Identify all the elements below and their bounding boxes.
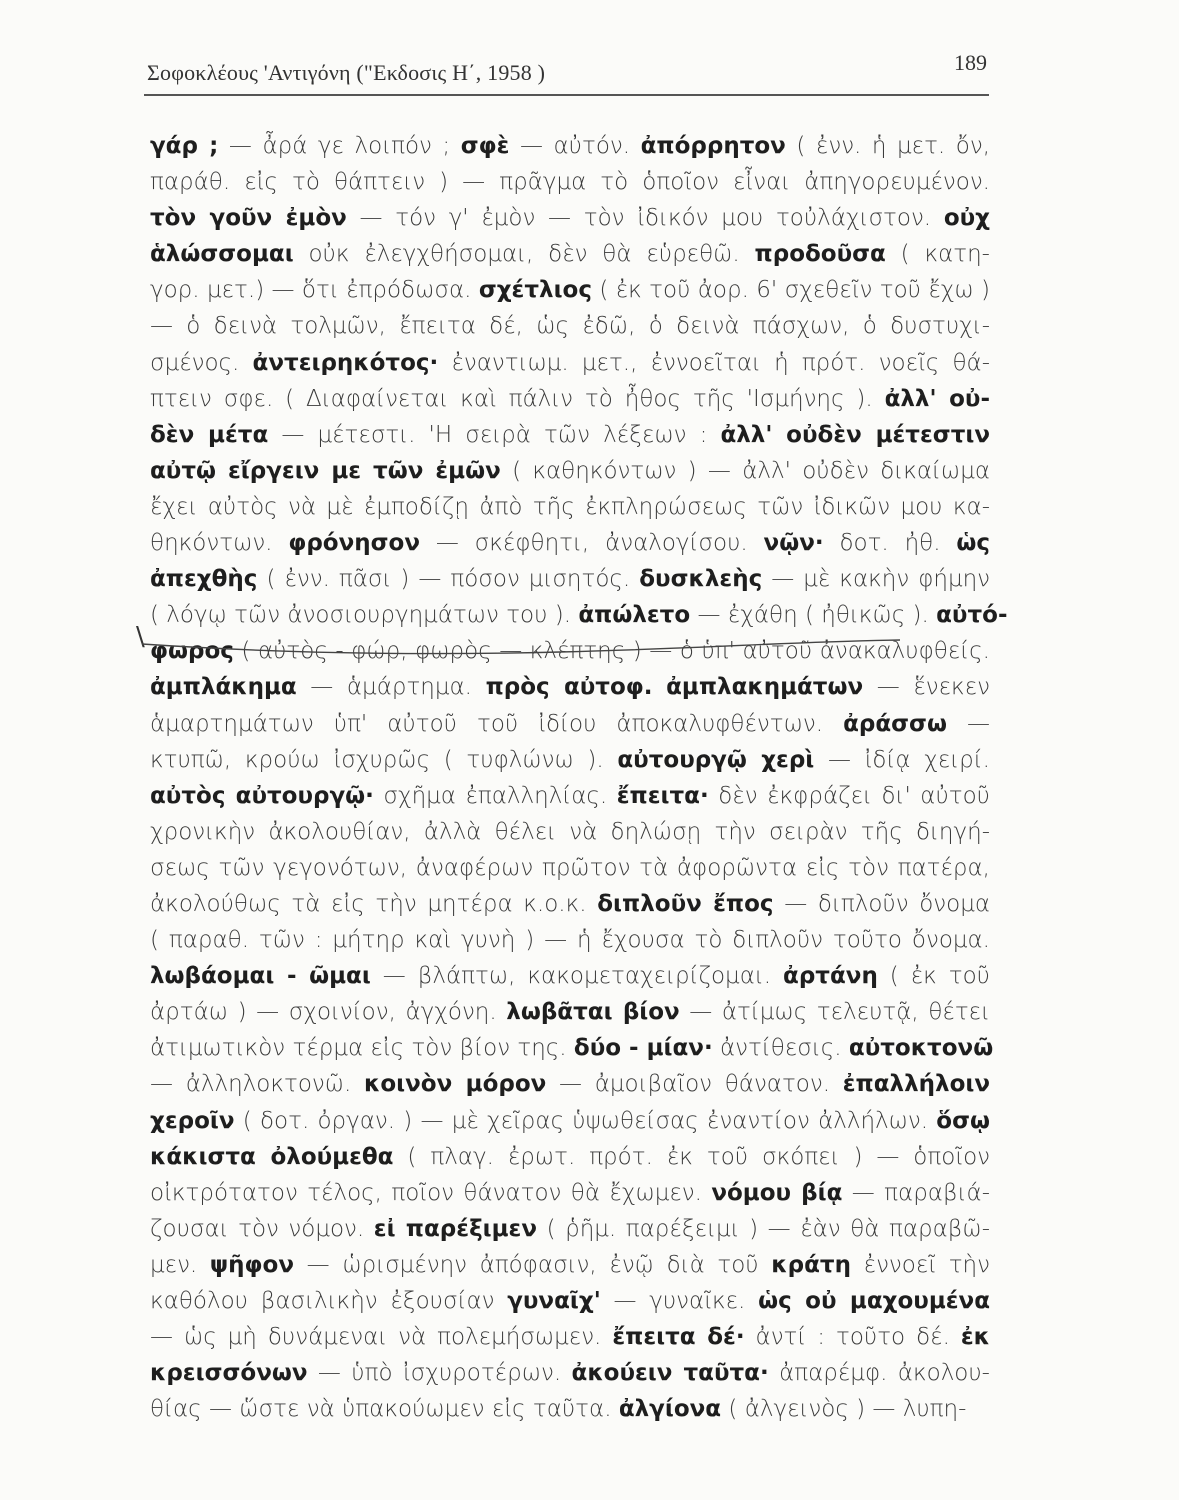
lemma-term: ἔπειτα· [616, 782, 709, 809]
text-line: — ὡς μὴ δυνάμεναι νὰ πολεμήσωμεν. ἔπειτα δέ· ἀντί : τοῦτο δέ. ἐκ [150, 1324, 991, 1351]
text-line: οἰκτρότατον τέλος, ποῖον θάνατον θὰ ἔχωμεν. νόμου βίᾳ — παραβιά- [150, 1179, 990, 1206]
text-line: λωβάομαι - ῶμαι — βλάπτω, κακομεταχειρίζομαι. ἀρτάνη ( ἐκ τοῦ [150, 963, 990, 990]
text-line: καθόλου βασιλικὴν ἐξουσίαν γυναῖχ' — γυναῖκε. ὡς οὐ μαχουμένα [150, 1288, 991, 1314]
lemma-term: δὲν μέτα [150, 421, 269, 448]
lemma-term: λωβάομαι - ῶμαι [150, 963, 371, 990]
text-line: σμένος. ἀντειρηκότος· ἐναντιωμ. μετ., ἐννοεῖται ἡ πρότ. νοεῖς θά- [150, 349, 990, 376]
lemma-term: κοινὸν μόρον [364, 1071, 547, 1098]
text-line: ἀρτάω ) — σχοινίον, ἀγχόνη. λωβᾶται βίον — ἀτίμως τελευτᾷ, θέτει [150, 999, 991, 1026]
lemma-term: κράτη [771, 1251, 851, 1278]
text-line: δὲν μέτα — μέτεστι. 'Η σειρὰ τῶν λέξεων : ἀλλ' οὐδὲν μέτεστιν [150, 421, 991, 448]
text-line: ἁλώσσομαι οὐκ ἐλεγχθήσομαι, δὲν θὰ εὑρεθῶ. προδοῦσα ( κατη- [150, 241, 990, 268]
lemma-term: πρὸς αὐτοφ. [485, 674, 653, 701]
lemma-term: ἀντειρηκότος· [252, 349, 439, 376]
text-line: τὸν γοῦν ἐμὸν — τόν γ' ἐμὸν — τὸν ἰδικόν μου τοὐλάχιστον. οὐχ [150, 205, 990, 232]
text-line: γορ. μετ.) — ὅτι ἐπρόδωσα. σχέτλιος ( ἐκ τοῦ ἀορ. 6' σχεθεῖν τοῦ ἔχω ) [150, 277, 990, 304]
lemma-term: γάρ ; [150, 133, 219, 159]
lemma-term: αὐτὸς αὐτουργῷ· [150, 782, 374, 809]
text-line: — ὁ δεινὰ τολμῶν, ἔπειτα δέ, ὡς ἐδῶ, ὁ δεινὰ πάσχων, ὁ δυστυχι- [150, 313, 990, 340]
lemma-term: αὐτό- [936, 602, 1008, 629]
lemma-term: ἀπεχθὴς [150, 566, 258, 593]
lemma-term: εἰ παρέξιμεν [373, 1215, 538, 1242]
text-line: ( παραθ. τῶν : μήτηρ καὶ γυνὴ ) — ἡ ἔχουσα τὸ διπλοῦν τοῦτο ὄνομα. [150, 927, 990, 954]
lemma-term: ἀπόρρητον [640, 133, 786, 159]
text-line: κτυπῶ, κρούω ἰσχυρῶς ( τυφλώνω ). αὐτουργῷ χερὶ — ἰδίᾳ χειρί. [150, 746, 990, 773]
lemma-term: αὐτουργῷ χερὶ [617, 746, 815, 773]
text-line: αὐτῷ εἴργειν με τῶν ἐμῶν ( καθηκόντων ) — ἀλλ' οὐδὲν δικαίωμα [150, 457, 990, 484]
text-line: πτειν σφε. ( Διαφαίνεται καὶ πάλιν τὸ ἦθος τῆς 'Ισμήνης ). ἀλλ' οὐ- [150, 385, 991, 412]
text-line: κρεισσόνων — ὑπὸ ἰσχυροτέρων. ἀκούειν ταῦτα· ἀπαρέμφ. ἀκολου- [150, 1360, 990, 1387]
lemma-term: φωρος [150, 638, 234, 665]
margin-pen-mark: \ [136, 622, 145, 652]
lemma-term: κρεισσόνων [150, 1360, 308, 1387]
text-line: σεως τῶν γεγονότων, ἀναφέρων πρῶτον τὰ ἀφορῶντα εἰς τὸν πατέρα, [150, 854, 990, 881]
pen-underline-stroke [140, 630, 1000, 660]
lemma-term: ὡς [956, 530, 990, 557]
text-line: κάκιστα ὀλούμεθα ( πλαγ. ἐρωτ. πρότ. ἐκ τοῦ σκόπει ) — ὁποῖον [150, 1143, 990, 1170]
text-line: μεν. ψῆφον — ὡρισμένην ἀπόφασιν, ἐνῷ διὰ τοῦ κράτη ἐννοεῖ τὴν [150, 1251, 990, 1278]
text-line: ἀτιμωτικὸν τέρμα εἰς τὸν βίον της. δύο - μίαν· ἀντίθεσις. αὐτοκτονῶ [150, 1035, 994, 1062]
text-line: ἁμαρτημάτων ὑπ' αὐτοῦ τοῦ ἰδίου ἀποκαλυφθέντων. ἀράσσω — [150, 710, 991, 737]
lemma-term: τὸν γοῦν ἐμὸν [150, 205, 347, 232]
lemma-term: προδοῦσα [754, 241, 886, 268]
lemma-term: ἐκ [960, 1324, 991, 1351]
text-line: φωρος ( αὐτὸς - φώρ, φωρὸς — κλέπτης ) — ὁ ὑπ' αὐτοῦ ἀνακαλυφθείς. [150, 638, 990, 665]
text-line: χρονικὴν ἀκολουθίαν, ἀλλὰ θέλει νὰ δηλώσῃ τὴν σειρὰν τῆς διηγή- [150, 818, 990, 845]
text-line: θηκόντων. φρόνησον — σκέφθητι, ἀναλογίσου. νῷν· δοτ. ἠθ. ὡς [150, 530, 990, 557]
text-line: — ἀλληλοκτονῶ. κοινὸν μόρον — ἀμοιβαῖον θάνατον. ἐπαλλήλοιν [150, 1071, 990, 1098]
lemma-term: ἀμπλακημάτων [666, 674, 864, 701]
text-line: ( λόγῳ τῶν ἀνοσιουργημάτων του ). ἀπώλετο — ἐχάθη ( ἠθικῶς ). αὐτό- [150, 602, 1008, 629]
text-line: ἀκολούθως τὰ εἰς τὴν μητέρα κ.ο.κ. διπλοῦν ἔπος — διπλοῦν ὄνομα [150, 890, 990, 917]
lemma-term: φρόνησον [288, 530, 421, 557]
text-line: παράθ. εἰς τὸ θάπτειν ) — πρᾶγμα τὸ ὁποῖον εἶναι ἀπηγορευμένον. [150, 169, 990, 196]
lemma-term: ἔπειτα δέ· [612, 1324, 745, 1351]
lemma-term: αὐτοκτονῶ [848, 1035, 994, 1062]
text-line: ἀμπλάκημα — ἁμάρτημα. πρὸς αὐτοφ. ἀμπλακημάτων — ἕνεκεν [150, 674, 990, 701]
text-line: αὐτὸς αὐτουργῷ· σχῆμα ἐπαλληλίας. ἔπειτα· δὲν ἐκφράζει δι' αὐτοῦ [150, 782, 990, 809]
lemma-term: γυναῖχ' [507, 1288, 601, 1314]
commentary-text [150, 128, 1008, 1427]
text-line: ἔχει αὐτὸς νὰ μὲ ἐμποδίζῃ ἀπὸ τῆς ἐκπληρώσεως τῶν ἰδικῶν μου κα- [150, 493, 990, 520]
lemma-term: ὅσῳ [936, 1107, 990, 1134]
lemma-term: ἁλώσσομαι [150, 241, 294, 268]
lemma-term: νόμου βίᾳ [711, 1179, 843, 1206]
lemma-term: αὐτῷ εἴργειν με τῶν ἐμῶν [150, 457, 501, 484]
text-line: χεροῖν ( δοτ. ὀργαν. ) — μὲ χεῖρας ὑψωθείσας ἐναντίον ἀλλήλων. ὅσῳ [150, 1107, 990, 1134]
lemma-term: δύο - μίαν· [573, 1035, 713, 1062]
text-line: θίας — ὥστε νὰ ὑπακούωμεν εἰς ταῦτα. ἀλγίονα ( ἀλγεινὸς ) — λυπη- [150, 1396, 967, 1423]
page-number: 189 [954, 50, 987, 75]
lemma-term: ἀμπλάκημα [150, 674, 297, 701]
lemma-term: ἀλλ' οὐδὲν μέτεστιν [720, 421, 991, 448]
lemma-term: ἀκούειν ταῦτα· [571, 1360, 769, 1387]
text-line: γάρ ; — ἆρά γε λοιπόν ; σφὲ — αὐτόν. ἀπόρρητον ( ἐνν. ἡ μετ. ὄν, [150, 133, 991, 159]
lemma-term: χεροῖν [150, 1107, 235, 1134]
lemma-term: ἀλλ' οὐ- [884, 385, 991, 412]
header-rule [144, 94, 989, 96]
lemma-term: κάκιστα ὀλούμεθα [150, 1143, 394, 1170]
lemma-term: δυσκλεὴς [639, 566, 763, 593]
lemma-term: ὡς οὐ μαχουμένα [758, 1288, 991, 1314]
lemma-term: ἐπαλλήλοιν [842, 1071, 990, 1098]
lemma-term: ἀλγίονα [618, 1396, 722, 1423]
lemma-term: οὐχ [943, 205, 990, 232]
text-line: ζουσαι τὸν νόμον. εἰ παρέξιμεν ( ῥῆμ. παρέξειμι ) — ἐὰν θὰ παραβῶ- [150, 1215, 990, 1242]
lemma-term: ψῆφον [209, 1251, 294, 1278]
running-title: Σοφοκλέους 'Αντιγόνη ("Εκδοσις Η΄, 1958 ) [147, 60, 546, 85]
lemma-term: ἀρτάνη [783, 963, 878, 990]
lemma-term: ἀράσσω [843, 710, 947, 737]
lemma-term: διπλοῦν ἔπος [597, 890, 774, 917]
lemma-term: σφὲ [460, 133, 510, 159]
running-head [147, 50, 987, 92]
lemma-term: ἀπώλετο [578, 602, 691, 629]
text-line: ἀπεχθὴς ( ἐνν. πᾶσι ) — πόσον μισητός. δυσκλεὴς — μὲ κακὴν φήμην [150, 566, 991, 593]
lemma-term: νῷν· [763, 530, 824, 557]
lemma-term: λωβᾶται βίον [506, 999, 680, 1026]
lemma-term: σχέτλιος [478, 277, 592, 304]
